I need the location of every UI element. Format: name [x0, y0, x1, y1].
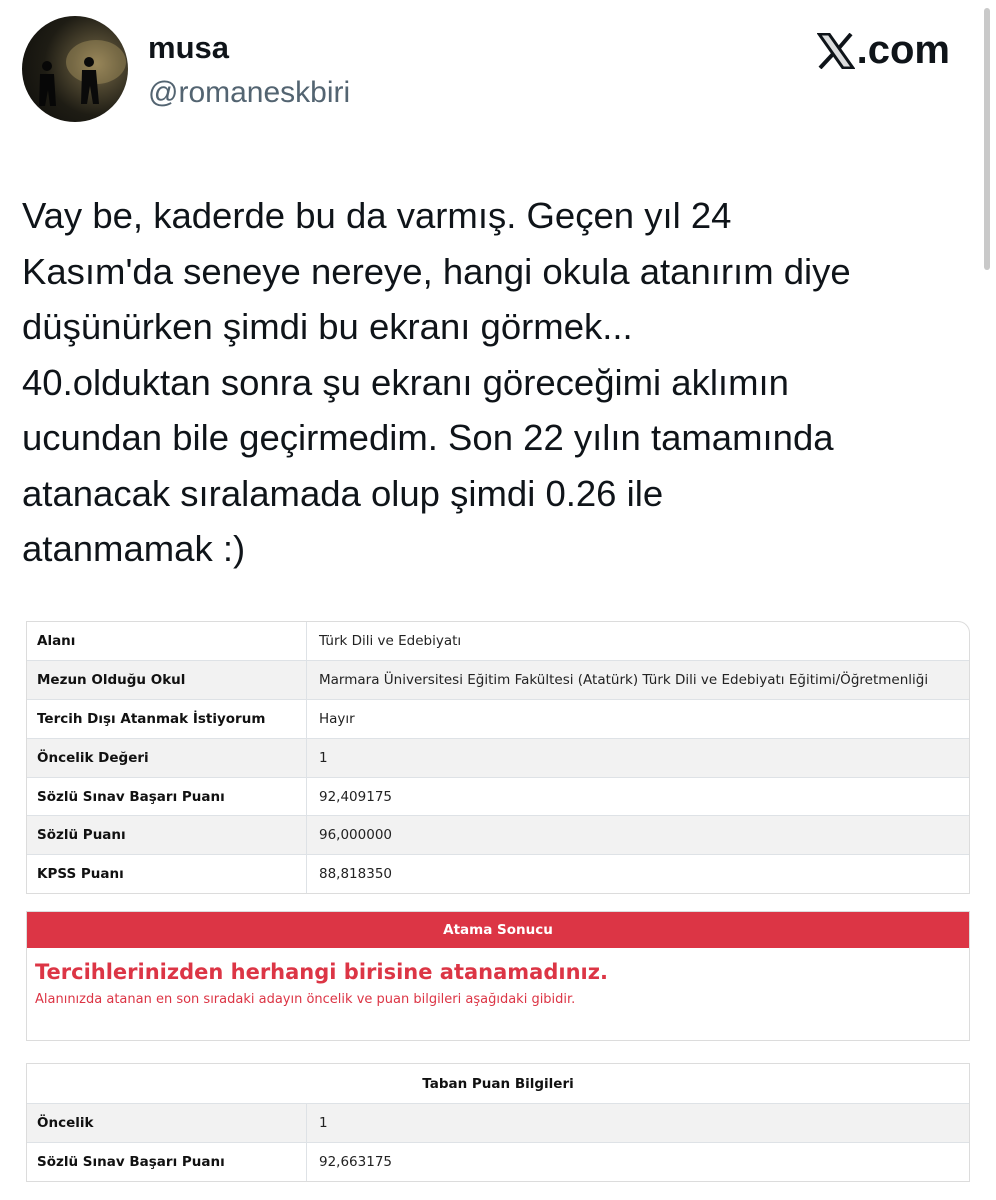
table-row [27, 816, 969, 855]
base-score-table [26, 1063, 970, 1182]
brand-label: .com [856, 28, 950, 72]
result-title: Tercihlerinizden herhangi birisine atanamadınız. [35, 960, 608, 984]
row-label: Sözlü Sınav Başarı Puanı [27, 778, 307, 816]
row-value: Türk Dili ve Edebiyatı [319, 632, 462, 649]
row-value: 88,818350 [319, 866, 393, 883]
table-row [27, 855, 969, 893]
table-row [27, 700, 969, 739]
row-label: Mezun Olduğu Okul [27, 661, 307, 699]
tweet-text: Vay be, kaderde bu da varmış. Geçen yıl 24 Kasım'da seneye nereye, hangi okula atanırım diye düşünürken şimdi bu ekranı görmek... 40.olduktan sonra şu ekranı göreceğimi aklımın ucundan bile geçirmedim. Son 22 yılın tamamında atanacak sıralamada olup şimdi 0.26 ile atanmamak :) [22, 195, 851, 569]
assignment-result-panel [26, 911, 970, 1041]
row-label: Alanı [27, 622, 307, 660]
row-value: Hayır [319, 710, 355, 727]
user-handle[interactable]: @romaneskbiri [148, 76, 351, 109]
row-label: Sözlü Puanı [27, 816, 307, 854]
row-label: Öncelik [27, 1104, 307, 1142]
row-label: Tercih Dışı Atanmak İstiyorum [27, 700, 307, 738]
row-value: 92,663175 [319, 1153, 393, 1170]
base-score-header: Taban Puan Bilgileri [27, 1064, 969, 1104]
scrollbar[interactable] [984, 8, 990, 270]
row-value: 92,409175 [319, 788, 393, 805]
candidate-info-table [26, 621, 970, 894]
row-label: Sözlü Sınav Başarı Puanı [27, 1143, 307, 1181]
result-subtitle: Alanınızda atanan en son sıradaki adayın öncelik ve puan bilgileri aşağıdaki gibidir. [35, 992, 576, 1007]
avatar-silhouettes-icon [22, 16, 128, 122]
row-value: Marmara Üniversitesi Eğitim Fakültesi (Atatürk) Türk Dili ve Edebiyatı Eğitimi/Öğretmenliği [319, 671, 929, 688]
row-value: 1 [319, 749, 328, 766]
result-header: Atama Sonucu [27, 912, 969, 948]
table-row [27, 739, 969, 778]
brand-watermark [817, 28, 950, 73]
display-name[interactable]: musa [148, 30, 229, 65]
table-row [27, 778, 969, 817]
row-value: 1 [319, 1114, 328, 1131]
table-row [27, 661, 969, 700]
avatar[interactable] [22, 16, 128, 122]
table-row [27, 622, 969, 661]
x-logo-icon [817, 33, 855, 69]
table-row [27, 1143, 969, 1181]
row-label: Öncelik Değeri [27, 739, 307, 777]
row-value: 96,000000 [319, 827, 393, 844]
table-row [27, 1104, 969, 1143]
row-label: KPSS Puanı [27, 855, 307, 893]
tweet-header [22, 16, 962, 126]
